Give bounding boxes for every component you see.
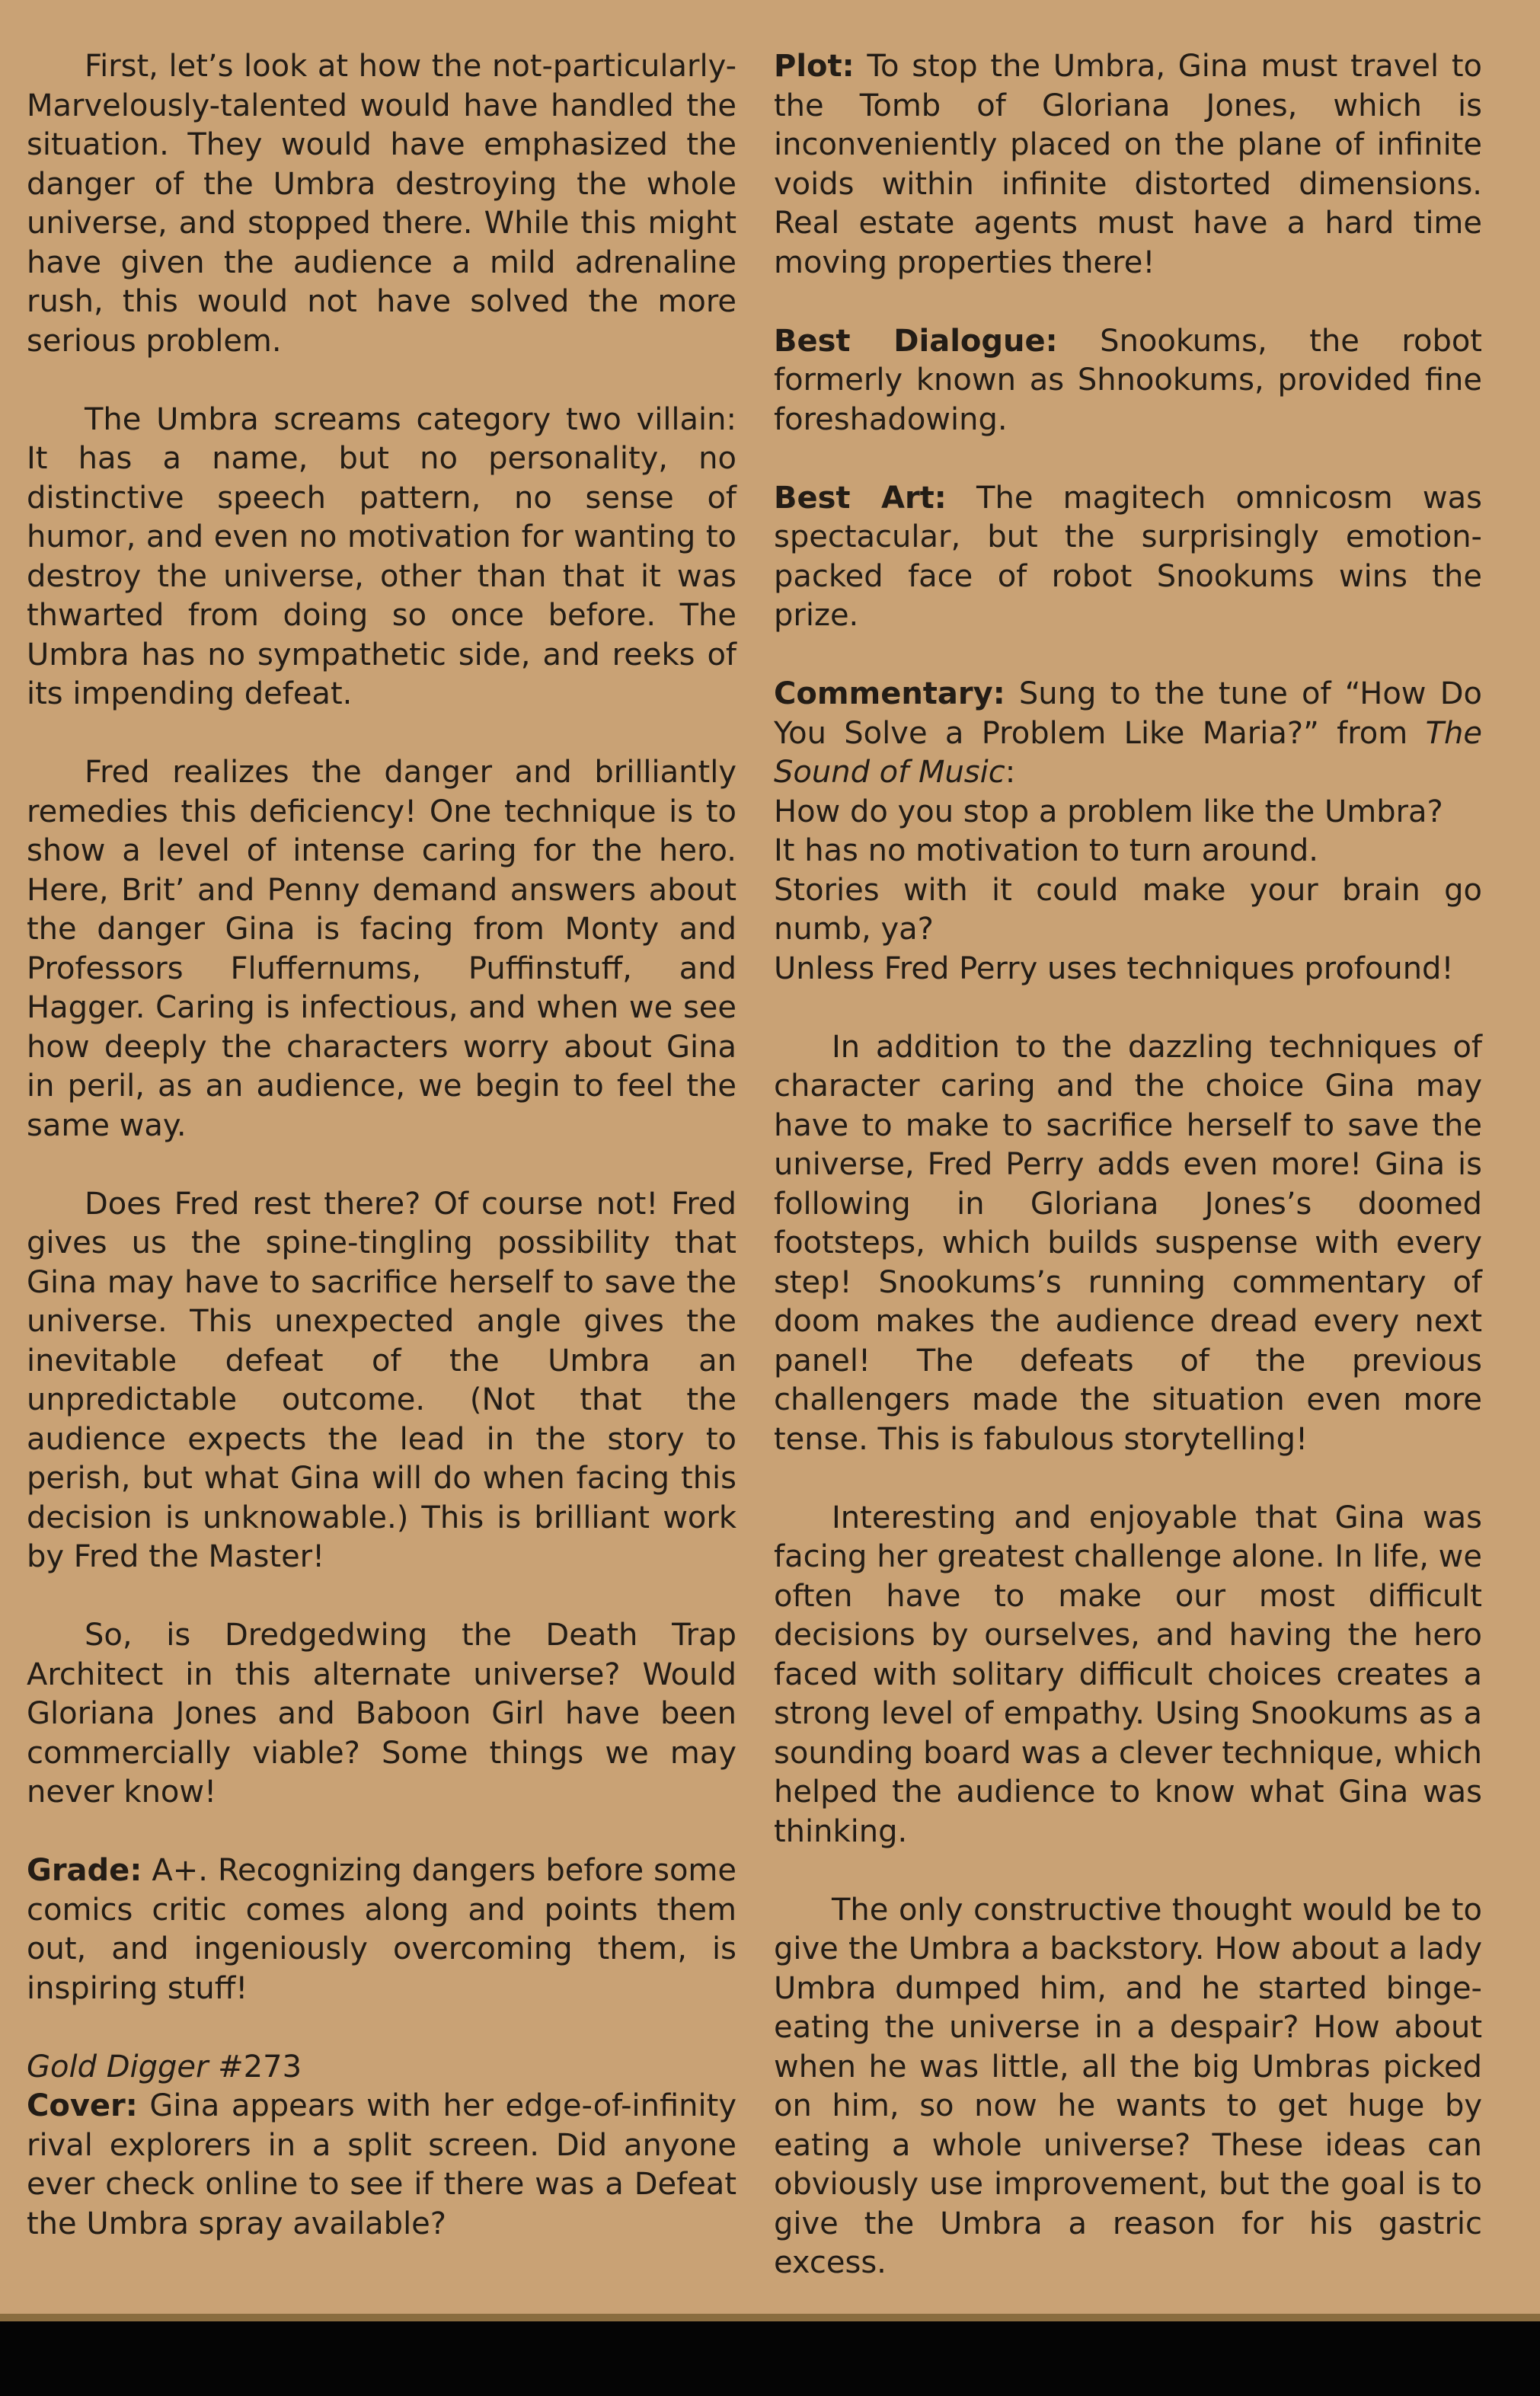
- plot-label: Plot:: [774, 49, 855, 84]
- art-text: The magitech omnicosm was spectacular, but the surprisingly emotion-packed face of robot Snookums wins the prize.: [774, 480, 1482, 633]
- art-section: [774, 479, 1482, 636]
- lyric-line: Stories with it could make your brain go numb, ya?: [774, 872, 1482, 947]
- lyric-line: How do you stop a problem like the Umbra?: [774, 794, 1443, 829]
- body-paragraph: The only constructive thought would be to give the Umbra a backstory. How about a lady Umbra dumped him, and he started binge-eating the universe in a despair? How about when he was little, all the big Umbras picked on him, so now he wants to get huge by eating a whole universe? These ideas can obviously use improvement, but the goal is to give the Umbra a reason for his gastric excess.: [774, 1892, 1482, 2280]
- body-paragraph: First, let’s look at how the not-particularly-Marvelously-talented would have handled the situation. They would have emphasized the danger of the Umbra destroying the whole universe, and stopped there. While this might have given the audience a mild adrenaline rush, this would not have solved the more serious problem.: [27, 49, 736, 359]
- commentary-colon: :: [1005, 755, 1016, 790]
- lyric-line: It has no motivation to turn around.: [774, 833, 1318, 868]
- left-column: [27, 47, 736, 2283]
- issue-title: Gold Digger: [27, 2049, 209, 2085]
- cover-label: Cover:: [27, 2088, 138, 2123]
- song-lyrics: [774, 793, 1482, 989]
- body-paragraph: So, is Dredgedwing the Death Trap Architect in this alternate universe? Would Gloriana Jones and Baboon Girl have been commercially viable? Some things we may never know!: [27, 1618, 736, 1810]
- plot-section: [774, 47, 1482, 283]
- body-paragraph: Fred realizes the danger and brilliantly remedies this deficiency! One technique is to show a level of intense caring for the hero. Here, Brit’ and Penny demand answers about the danger Gina is facing from Monty and Professors Fluffernums, Puffinstuff, and Hagger. Caring is infectious, and when we see how deeply the characters worry about Gina in peril, as an audience, we begin to feel the same way.: [27, 755, 736, 1143]
- grade-section: [27, 1851, 736, 2008]
- cover-text: Gina appears with her edge-of-infinity rival explorers in a split screen. Did anyone ever check online to see if there was a Defeat the Umbra spray available?: [27, 2088, 736, 2241]
- lyric-line: Unless Fred Perry uses techniques profound!: [774, 950, 1454, 986]
- grade-text: A+. Recognizing dangers before some comics critic comes along and points them out, and ingeniously overcoming them, is inspiring stuff!: [27, 1853, 736, 2006]
- commentary-text: Sung to the tune of “How Do You Solve a Problem Like Maria?” from: [774, 676, 1482, 751]
- body-paragraph: Interesting and enjoyable that Gina was facing her greatest challenge alone. In life, we often have to make our most difficult decisions by ourselves, and having the hero faced with solitary difficult choices creates a strong level of empathy. Using Snookums as a sounding board was a clever technique, which helped the audience to know what Gina was thinking.: [774, 1500, 1482, 1849]
- body-paragraph: The Umbra screams category two villain: It has a name, but no personality, no distinctive speech pattern, no sense of humor, and even no motivation for wanting to destroy the universe, other than that it was thwarted from doing so once before. The Umbra has no sympathetic side, and reeks of its impending defeat.: [27, 401, 736, 711]
- dialogue-label: Best Dialogue:: [774, 323, 1058, 359]
- commentary-label: Commentary:: [774, 676, 1005, 711]
- grade-label: Grade:: [27, 1853, 142, 1888]
- body-paragraph: In addition to the dazzling techniques of character caring and the choice Gina may have to make to sacrifice herself to save the universe, Fred Perry adds even more! Gina is following in Gloriana Jones’s doomed footsteps, which builds suspense with every step! Snookums’s running commentary of doom makes the audience dread every next panel! The defeats of the previous challengers made the situation even more tense. This is fabulous storytelling!: [774, 1029, 1482, 1457]
- art-label: Best Art:: [774, 480, 947, 516]
- issue-number: #273: [208, 2049, 302, 2085]
- plot-text: To stop the Umbra, Gina must travel to the Tomb of Gloriana Jones, which is inconveniently placed on the plane of infinite voids within infinite distorted dimensions. Real estate agents must have a hard time moving properties there!: [774, 49, 1482, 280]
- right-column: [774, 47, 1482, 2322]
- dialogue-text: Snookums, the robot formerly known as Shnookums, provided fine foreshadowing.: [774, 323, 1482, 437]
- footer-divider: [0, 2314, 1540, 2321]
- commentary-source: The Sound of Music: [774, 715, 1482, 790]
- issue-heading: [27, 2048, 736, 2088]
- body-paragraph: Does Fred rest there? Of course not! Fred gives us the spine-tingling possibility that Gina may have to sacrifice herself to save the universe. This unexpected angle gives the inevitable defeat of the Umbra an unpredictable outcome. (Not that the audience expects the lead in the story to perish, but what Gina will do when facing this decision is unknowable.) This is brilliant work by Fred the Master!: [27, 1186, 736, 1574]
- footer-bar: [0, 2321, 1540, 2396]
- dialogue-section: [774, 322, 1482, 440]
- commentary-section: [774, 675, 1482, 793]
- cover-section: [27, 2087, 736, 2244]
